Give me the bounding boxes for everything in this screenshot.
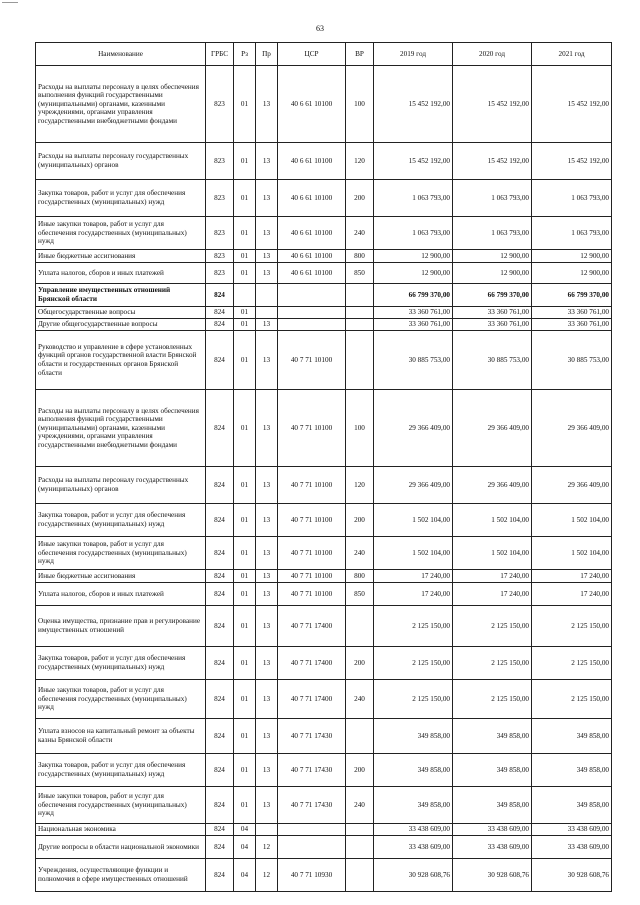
cell-2020: 29 366 409,00 xyxy=(453,467,532,504)
cell-2019: 12 900,00 xyxy=(374,263,453,284)
scan-corner-mark xyxy=(2,2,18,6)
cell-2019: 349 858,00 xyxy=(374,754,453,787)
header-name: Наименование xyxy=(36,43,206,66)
cell-rz: 01 xyxy=(234,143,256,180)
cell-grbs: 824 xyxy=(206,331,234,390)
cell-2020: 17 240,00 xyxy=(453,583,532,606)
cell-name: Иные бюджетные ассигнования xyxy=(36,250,206,263)
cell-2019: 1 063 793,00 xyxy=(374,217,453,250)
cell-2021: 12 900,00 xyxy=(532,250,612,263)
cell-grbs: 824 xyxy=(206,719,234,754)
cell-name: Управление имущественных отношений Брянской области xyxy=(36,284,206,307)
cell-vr: 240 xyxy=(346,680,374,719)
cell-2019: 66 799 370,00 xyxy=(374,284,453,307)
cell-vr xyxy=(346,836,374,859)
cell-name: Учреждения, осуществляющие функции и полномочия в сфере имущественных отношений xyxy=(36,859,206,892)
cell-grbs: 824 xyxy=(206,307,234,319)
cell-2020: 2 125 150,00 xyxy=(453,680,532,719)
cell-rz: 01 xyxy=(234,537,256,570)
cell-2021: 30 885 753,00 xyxy=(532,331,612,390)
cell-pr: 13 xyxy=(256,66,278,143)
cell-2020: 2 125 150,00 xyxy=(453,606,532,647)
cell-2019: 33 360 761,00 xyxy=(374,319,453,331)
cell-vr: 200 xyxy=(346,180,374,217)
cell-2021: 1 502 104,00 xyxy=(532,504,612,537)
table-header-row xyxy=(36,43,612,66)
cell-2020: 33 438 609,00 xyxy=(453,824,532,836)
cell-2020: 349 858,00 xyxy=(453,787,532,824)
cell-2020: 30 885 753,00 xyxy=(453,331,532,390)
cell-vr: 200 xyxy=(346,504,374,537)
table-row xyxy=(36,824,612,836)
cell-2021: 349 858,00 xyxy=(532,787,612,824)
table-row xyxy=(36,467,612,504)
cell-name: Расходы на выплаты персоналу в целях обеспечения выполнения функций государственными (муниципальными) органами, казенными учреждениями, органами управления государственными внебюджетными фондами xyxy=(36,390,206,467)
header-vr: ВР xyxy=(346,43,374,66)
cell-2021: 349 858,00 xyxy=(532,754,612,787)
cell-pr: 13 xyxy=(256,331,278,390)
table-row xyxy=(36,504,612,537)
cell-csr: 40 7 71 10100 xyxy=(278,331,346,390)
cell-csr: 40 7 71 10100 xyxy=(278,467,346,504)
cell-2021: 15 452 192,00 xyxy=(532,143,612,180)
cell-grbs: 824 xyxy=(206,836,234,859)
cell-vr: 200 xyxy=(346,647,374,680)
cell-2019: 15 452 192,00 xyxy=(374,66,453,143)
cell-rz: 04 xyxy=(234,836,256,859)
cell-pr: 13 xyxy=(256,606,278,647)
cell-2021: 33 360 761,00 xyxy=(532,307,612,319)
cell-pr: 13 xyxy=(256,263,278,284)
cell-2021: 2 125 150,00 xyxy=(532,606,612,647)
cell-grbs: 824 xyxy=(206,390,234,467)
cell-2019: 17 240,00 xyxy=(374,570,453,583)
cell-2021: 29 366 409,00 xyxy=(532,390,612,467)
table-row xyxy=(36,537,612,570)
cell-vr xyxy=(346,319,374,331)
cell-pr xyxy=(256,284,278,307)
cell-pr: 12 xyxy=(256,859,278,892)
cell-rz: 01 xyxy=(234,680,256,719)
table-row xyxy=(36,570,612,583)
cell-vr: 120 xyxy=(346,143,374,180)
cell-pr: 13 xyxy=(256,537,278,570)
cell-pr: 13 xyxy=(256,754,278,787)
cell-grbs: 824 xyxy=(206,680,234,719)
cell-csr xyxy=(278,319,346,331)
cell-2020: 1 063 793,00 xyxy=(453,217,532,250)
cell-pr: 13 xyxy=(256,504,278,537)
table-row xyxy=(36,284,612,307)
cell-name: Иные закупки товаров, работ и услуг для обеспечения государственных (муниципальных) нужд xyxy=(36,787,206,824)
cell-pr: 13 xyxy=(256,180,278,217)
cell-csr: 40 7 71 10100 xyxy=(278,537,346,570)
cell-name: Иные бюджетные ассигнования xyxy=(36,570,206,583)
cell-pr: 13 xyxy=(256,787,278,824)
cell-name: Иные закупки товаров, работ и услуг для обеспечения государственных (муниципальных) нужд xyxy=(36,217,206,250)
header-grbs: ГРБС xyxy=(206,43,234,66)
cell-vr: 850 xyxy=(346,583,374,606)
cell-2019: 2 125 150,00 xyxy=(374,680,453,719)
cell-vr xyxy=(346,284,374,307)
cell-name: Уплата налогов, сборов и иных платежей xyxy=(36,583,206,606)
cell-name: Закупка товаров, работ и услуг для обеспечения государственных (муниципальных) нужд xyxy=(36,504,206,537)
cell-grbs: 824 xyxy=(206,606,234,647)
cell-rz: 01 xyxy=(234,787,256,824)
cell-pr: 13 xyxy=(256,570,278,583)
cell-rz: 04 xyxy=(234,859,256,892)
table-row xyxy=(36,836,612,859)
cell-pr: 12 xyxy=(256,836,278,859)
cell-rz: 01 xyxy=(234,217,256,250)
cell-pr: 13 xyxy=(256,217,278,250)
cell-csr xyxy=(278,307,346,319)
cell-2021: 33 438 609,00 xyxy=(532,824,612,836)
header-rz: Рз xyxy=(234,43,256,66)
cell-2019: 349 858,00 xyxy=(374,719,453,754)
cell-grbs: 824 xyxy=(206,754,234,787)
cell-grbs: 824 xyxy=(206,570,234,583)
table-row xyxy=(36,263,612,284)
cell-pr: 13 xyxy=(256,467,278,504)
cell-grbs: 823 xyxy=(206,143,234,180)
cell-2019: 12 900,00 xyxy=(374,250,453,263)
cell-2019: 33 438 609,00 xyxy=(374,824,453,836)
cell-csr: 40 7 71 17400 xyxy=(278,680,346,719)
cell-2020: 2 125 150,00 xyxy=(453,647,532,680)
table-row xyxy=(36,680,612,719)
cell-grbs: 823 xyxy=(206,66,234,143)
cell-2021: 1 063 793,00 xyxy=(532,180,612,217)
cell-rz: 01 xyxy=(234,647,256,680)
header-pr: Пр xyxy=(256,43,278,66)
cell-name: Уплата налогов, сборов и иных платежей xyxy=(36,263,206,284)
cell-2019: 2 125 150,00 xyxy=(374,647,453,680)
table-row xyxy=(36,647,612,680)
cell-pr xyxy=(256,307,278,319)
cell-name: Расходы на выплаты персоналу государственных (муниципальных) органов xyxy=(36,467,206,504)
cell-rz: 01 xyxy=(234,583,256,606)
table-row xyxy=(36,859,612,892)
cell-csr xyxy=(278,284,346,307)
cell-csr: 40 7 71 10100 xyxy=(278,390,346,467)
cell-2019: 29 366 409,00 xyxy=(374,467,453,504)
cell-rz: 01 xyxy=(234,719,256,754)
cell-csr: 40 7 71 17400 xyxy=(278,606,346,647)
cell-name: Уплата взносов на капитальный ремонт за объекты казны Брянской области xyxy=(36,719,206,754)
cell-grbs: 823 xyxy=(206,217,234,250)
cell-2019: 29 366 409,00 xyxy=(374,390,453,467)
cell-2019: 30 885 753,00 xyxy=(374,331,453,390)
cell-pr: 13 xyxy=(256,143,278,180)
cell-grbs: 824 xyxy=(206,583,234,606)
cell-vr: 850 xyxy=(346,263,374,284)
cell-name: Национальная экономика xyxy=(36,824,206,836)
cell-grbs: 824 xyxy=(206,504,234,537)
cell-2021: 2 125 150,00 xyxy=(532,647,612,680)
cell-2019: 1 063 793,00 xyxy=(374,180,453,217)
cell-2021: 17 240,00 xyxy=(532,583,612,606)
cell-2020: 1 502 104,00 xyxy=(453,504,532,537)
cell-grbs: 824 xyxy=(206,859,234,892)
cell-vr xyxy=(346,719,374,754)
cell-name: Иные закупки товаров, работ и услуг для обеспечения государственных (муниципальных) нужд xyxy=(36,537,206,570)
cell-2021: 66 799 370,00 xyxy=(532,284,612,307)
cell-vr: 240 xyxy=(346,787,374,824)
cell-2020: 1 502 104,00 xyxy=(453,537,532,570)
cell-pr: 13 xyxy=(256,647,278,680)
cell-2021: 33 438 609,00 xyxy=(532,836,612,859)
cell-csr: 40 7 71 10100 xyxy=(278,570,346,583)
cell-2021: 2 125 150,00 xyxy=(532,680,612,719)
cell-grbs: 824 xyxy=(206,787,234,824)
table-row xyxy=(36,217,612,250)
cell-2020: 12 900,00 xyxy=(453,263,532,284)
cell-2020: 349 858,00 xyxy=(453,754,532,787)
cell-2020: 1 063 793,00 xyxy=(453,180,532,217)
cell-rz: 01 xyxy=(234,467,256,504)
cell-2020: 33 360 761,00 xyxy=(453,307,532,319)
cell-vr xyxy=(346,606,374,647)
cell-2019: 349 858,00 xyxy=(374,787,453,824)
table-row xyxy=(36,143,612,180)
cell-pr: 13 xyxy=(256,319,278,331)
table-row xyxy=(36,250,612,263)
cell-2019: 33 438 609,00 xyxy=(374,836,453,859)
table-row xyxy=(36,719,612,754)
cell-csr: 40 7 71 10100 xyxy=(278,583,346,606)
cell-name: Закупка товаров, работ и услуг для обеспечения государственных (муниципальных) нужд xyxy=(36,754,206,787)
cell-name: Расходы на выплаты персоналу в целях обеспечения выполнения функций государственными (муниципальными) органами, казенными учреждениями, органами управления государственными внебюджетными фондами xyxy=(36,66,206,143)
cell-csr xyxy=(278,824,346,836)
cell-csr: 40 7 71 17430 xyxy=(278,787,346,824)
cell-2019: 1 502 104,00 xyxy=(374,504,453,537)
cell-csr: 40 7 71 17400 xyxy=(278,647,346,680)
header-2020: 2020 год xyxy=(453,43,532,66)
cell-rz: 01 xyxy=(234,606,256,647)
cell-csr: 40 7 71 17430 xyxy=(278,754,346,787)
cell-vr: 800 xyxy=(346,250,374,263)
cell-rz: 01 xyxy=(234,390,256,467)
cell-csr: 40 6 61 10100 xyxy=(278,263,346,284)
cell-grbs: 824 xyxy=(206,284,234,307)
cell-2021: 1 502 104,00 xyxy=(532,537,612,570)
cell-rz: 04 xyxy=(234,824,256,836)
cell-pr: 13 xyxy=(256,250,278,263)
cell-csr: 40 6 61 10100 xyxy=(278,180,346,217)
cell-vr: 100 xyxy=(346,66,374,143)
cell-2020: 12 900,00 xyxy=(453,250,532,263)
cell-rz: 01 xyxy=(234,307,256,319)
cell-vr xyxy=(346,307,374,319)
cell-grbs: 823 xyxy=(206,250,234,263)
cell-pr: 13 xyxy=(256,390,278,467)
cell-grbs: 824 xyxy=(206,824,234,836)
cell-2020: 33 438 609,00 xyxy=(453,836,532,859)
cell-rz: 01 xyxy=(234,180,256,217)
cell-2021: 29 366 409,00 xyxy=(532,467,612,504)
table-row xyxy=(36,180,612,217)
cell-vr: 120 xyxy=(346,467,374,504)
cell-2021: 12 900,00 xyxy=(532,263,612,284)
cell-2021: 33 360 761,00 xyxy=(532,319,612,331)
cell-2020: 29 366 409,00 xyxy=(453,390,532,467)
cell-pr: 13 xyxy=(256,583,278,606)
cell-csr: 40 7 71 10930 xyxy=(278,859,346,892)
table-row xyxy=(36,390,612,467)
cell-grbs: 824 xyxy=(206,319,234,331)
page-number: 63 xyxy=(316,24,324,33)
cell-2020: 15 452 192,00 xyxy=(453,143,532,180)
header-2021: 2021 год xyxy=(532,43,612,66)
header-2019: 2019 год xyxy=(374,43,453,66)
cell-2019: 30 928 608,76 xyxy=(374,859,453,892)
cell-2019: 1 502 104,00 xyxy=(374,537,453,570)
table-row xyxy=(36,583,612,606)
cell-vr: 800 xyxy=(346,570,374,583)
cell-name: Расходы на выплаты персоналу государственных (муниципальных) органов xyxy=(36,143,206,180)
cell-pr xyxy=(256,824,278,836)
cell-2021: 30 928 608,76 xyxy=(532,859,612,892)
table-row xyxy=(36,606,612,647)
cell-csr: 40 6 61 10100 xyxy=(278,143,346,180)
cell-pr: 13 xyxy=(256,719,278,754)
cell-grbs: 824 xyxy=(206,647,234,680)
table-row xyxy=(36,319,612,331)
table-row xyxy=(36,754,612,787)
cell-name: Руководство и управление в сфере установленных функций органов государственной власти Брянской области и государственных органов Брянской области xyxy=(36,331,206,390)
cell-2021: 17 240,00 xyxy=(532,570,612,583)
cell-rz: 01 xyxy=(234,331,256,390)
cell-pr: 13 xyxy=(256,680,278,719)
cell-grbs: 824 xyxy=(206,537,234,570)
cell-vr: 100 xyxy=(346,390,374,467)
cell-csr: 40 7 71 17430 xyxy=(278,719,346,754)
cell-name: Другие вопросы в области национальной экономики xyxy=(36,836,206,859)
cell-name: Закупка товаров, работ и услуг для обеспечения государственных (муниципальных) нужд xyxy=(36,180,206,217)
cell-2019: 2 125 150,00 xyxy=(374,606,453,647)
cell-rz: 01 xyxy=(234,263,256,284)
cell-csr: 40 6 61 10100 xyxy=(278,66,346,143)
cell-2021: 15 452 192,00 xyxy=(532,66,612,143)
cell-name: Иные закупки товаров, работ и услуг для обеспечения государственных (муниципальных) нужд xyxy=(36,680,206,719)
cell-name: Закупка товаров, работ и услуг для обеспечения государственных (муниципальных) нужд xyxy=(36,647,206,680)
table-body xyxy=(36,66,612,892)
cell-vr xyxy=(346,331,374,390)
cell-csr xyxy=(278,836,346,859)
cell-name: Общегосударственные вопросы xyxy=(36,307,206,319)
cell-2020: 30 928 608,76 xyxy=(453,859,532,892)
cell-name: Оценка имущества, признание прав и регулирование имущественных отношений xyxy=(36,606,206,647)
cell-2021: 349 858,00 xyxy=(532,719,612,754)
cell-vr: 200 xyxy=(346,754,374,787)
cell-rz: 01 xyxy=(234,570,256,583)
cell-2020: 33 360 761,00 xyxy=(453,319,532,331)
table-row xyxy=(36,787,612,824)
cell-rz: 01 xyxy=(234,66,256,143)
cell-vr: 240 xyxy=(346,537,374,570)
cell-2020: 66 799 370,00 xyxy=(453,284,532,307)
cell-name: Другие общегосударственные вопросы xyxy=(36,319,206,331)
cell-rz: 01 xyxy=(234,504,256,537)
cell-2020: 15 452 192,00 xyxy=(453,66,532,143)
cell-2021: 1 063 793,00 xyxy=(532,217,612,250)
cell-vr: 240 xyxy=(346,217,374,250)
cell-csr: 40 7 71 10100 xyxy=(278,504,346,537)
table-row xyxy=(36,66,612,143)
cell-grbs: 823 xyxy=(206,263,234,284)
cell-2019: 17 240,00 xyxy=(374,583,453,606)
cell-rz: 01 xyxy=(234,319,256,331)
budget-table xyxy=(35,42,612,892)
cell-grbs: 823 xyxy=(206,180,234,217)
cell-vr xyxy=(346,824,374,836)
cell-2019: 33 360 761,00 xyxy=(374,307,453,319)
table-row xyxy=(36,331,612,390)
cell-grbs: 824 xyxy=(206,467,234,504)
cell-csr: 40 6 61 10100 xyxy=(278,217,346,250)
cell-csr: 40 6 61 10100 xyxy=(278,250,346,263)
cell-2020: 349 858,00 xyxy=(453,719,532,754)
header-csr: ЦСР xyxy=(278,43,346,66)
cell-vr xyxy=(346,859,374,892)
cell-rz xyxy=(234,284,256,307)
cell-2019: 15 452 192,00 xyxy=(374,143,453,180)
cell-rz: 01 xyxy=(234,250,256,263)
cell-rz: 01 xyxy=(234,754,256,787)
cell-2020: 17 240,00 xyxy=(453,570,532,583)
table-row xyxy=(36,307,612,319)
